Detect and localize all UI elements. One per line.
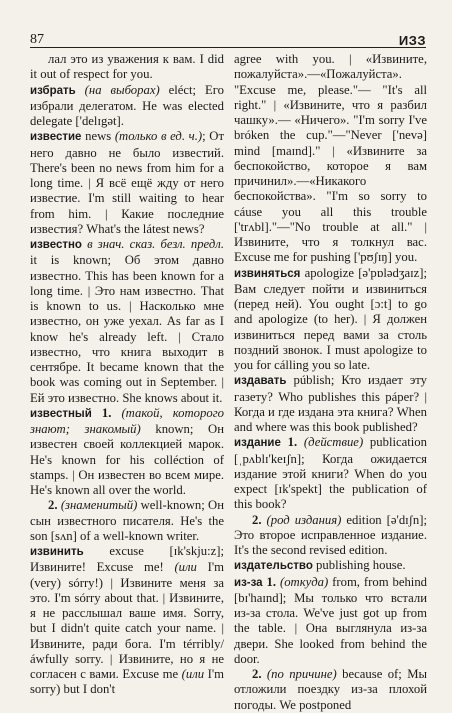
- usage-note: (только в ед. ч.): [114, 129, 203, 144]
- sense-number: 2.: [48, 498, 58, 513]
- entry-sense: [234, 667, 427, 713]
- usage-note: (откуда): [279, 574, 329, 589]
- entry-text: from, from behind [bɪ'haɪnd]; Мы только что встали из-за стола. We've just got up from the table. | Она выглянула из-за двери. She looked from behind the door.: [234, 574, 428, 666]
- dictionary-entry: [234, 575, 427, 668]
- sense-number: 1.: [266, 574, 277, 589]
- headword: известие: [30, 131, 82, 144]
- dictionary-entry: [30, 237, 224, 406]
- headword: избрать: [30, 84, 76, 97]
- sense-number: 2.: [252, 667, 262, 681]
- entry-text: I'm (very) sórry!) | Извините меня за это. I'm sórry about that. | Извините, я не расслышал ваше имя. Sorry, but I didn't quite catch your name. | Извините, ради бога. I'm térribly/áwfully sorry. | Извините, но я не согласен с вами. Excuse me: [30, 560, 224, 681]
- headword: известный: [30, 407, 92, 420]
- dictionary-entry: [234, 558, 427, 574]
- dictionary-entry: [30, 52, 224, 83]
- dictionary-entry: [30, 129, 224, 237]
- entry-text: known; Он известен своей коллекцией марок. He's known for his colléction of stamps. | Он известен во всем мире. He's known all over the world.: [30, 422, 224, 497]
- entry-text: excuse [ɪk'skju:z]; Извините! Excuse me!: [30, 544, 224, 575]
- dictionary-entry: [234, 52, 427, 266]
- usage-note: в знач. сказ. безл. предл.: [87, 237, 224, 251]
- headword: извинить: [30, 546, 84, 558]
- usage-note: (действие): [303, 435, 364, 450]
- headword: издавать: [234, 375, 287, 388]
- left-column: [30, 52, 224, 697]
- page-header: [30, 28, 426, 48]
- entry-text: [281, 435, 288, 449]
- dictionary-entry: [234, 373, 427, 435]
- entry-text: лал это из уважения к вам. I did it out of respect for you.: [30, 52, 224, 82]
- usage-note: (по причине): [266, 667, 337, 681]
- headword: извиняться: [234, 267, 301, 280]
- headword: из-за: [234, 576, 263, 589]
- usage-note: (такой, которого знают; знакомый): [30, 405, 224, 436]
- sense-number: 2.: [252, 512, 262, 527]
- dictionary-entry: [234, 435, 427, 512]
- headword: издание: [234, 437, 281, 450]
- entry-text: [111, 406, 121, 420]
- sense-number: 1.: [287, 435, 298, 450]
- dictionary-entry: [30, 83, 224, 130]
- entry-text: publication [ˌpʌblɪ'keɪʃn]; Когда ожидается издание этой книги? When do you expect [ɪk'spekt] the publication of this book?: [234, 435, 427, 512]
- dictionary-entry: [30, 544, 224, 698]
- usage-note: (род издания): [266, 512, 342, 527]
- header-rule: [30, 47, 426, 48]
- entry-text: I'm sorry) but I don't: [30, 667, 224, 697]
- entry-text: it is known; Об этом давно известно. This has been known for a long time. | Это нам известно. That is known to us. | Насколько мне известно, он уже уехал. As far as I know he's already left. | Стало известно, что книга выходит в сентябре. It became known that the book was coming out in September. | Ей это известно. She knows about it.: [30, 253, 224, 405]
- usage-note: (или: [181, 667, 205, 681]
- entry-text: ; От него давно не было известий. There's been no news from him for a long time. | Я всё ещё жду от него известие. I'm still waiting to hear from him. | Какие последние известия? What's the látest news?: [30, 129, 224, 236]
- entry-text: [76, 83, 85, 97]
- entry-text: news: [81, 129, 115, 144]
- entry-text: [297, 435, 304, 449]
- headword: издательство: [234, 560, 313, 573]
- entry-text: because of; Мы отложили поездку из-за плохой погоды. We postponed: [234, 667, 427, 712]
- page-number: 87: [30, 32, 44, 47]
- entry-text: publishing house.: [312, 558, 406, 573]
- usage-note: (знаменитый): [60, 498, 138, 513]
- dictionary-entry: [30, 406, 224, 499]
- dictionary-entry: [234, 266, 427, 374]
- entry-sense: [30, 498, 224, 544]
- entry-text: públish; Кто издает эту газету? Who publishes this páper? | Когда и где издана эта книга? When and where was this book published?: [234, 373, 427, 434]
- headword: известно: [30, 239, 82, 251]
- entry-text: edition [ə'dɪʃn]; Это второе исправленное издание. It's the second revised edition.: [234, 512, 428, 557]
- entry-sense: [234, 513, 427, 559]
- right-column: [234, 52, 428, 712]
- entry-text: [92, 406, 102, 420]
- entry-text: agree with you. | «Извините, пожалуйста».—«Пожалуйста». "Excuse me, please."— "It's all right." | «Извините, что я разбил чашку».— «Ничего». "I'm sorry I've bróken the cup."—"Never ['nevə] mind [maɪnd]." | «Извините за беспокойство, которое я вам причинил».—«Никакого беспокойства». "I'm so sorry to cáuse you all this trouble ['trʌbl]."—"No trouble at all." | Извините, что я толкнул вас. Excuse me for pushing ['pʊʃɪŋ] you.: [234, 52, 427, 265]
- sense-number: 1.: [101, 405, 112, 420]
- entry-text: well-known; Он сын известного писателя. He's the son [sʌn] of a well-known writer.: [30, 498, 224, 543]
- entry-text: apologize [ə'pɒlədʒaɪz]; Вам следует пойти и извиниться (перед ней). You ought [ɔ:t] to go and apologize (to her). | Я должен извиниться перед вами за столь поздний звонок. I must apologize to you for cálling you so late.: [234, 265, 427, 372]
- entry-text: eléct; Его избрали делегатом. He was elected delegate ['delɪgət].: [30, 82, 224, 128]
- usage-note: (на выборах): [84, 82, 160, 97]
- usage-note: (или: [174, 560, 197, 575]
- guide-word: ИЗЗ: [398, 33, 426, 48]
